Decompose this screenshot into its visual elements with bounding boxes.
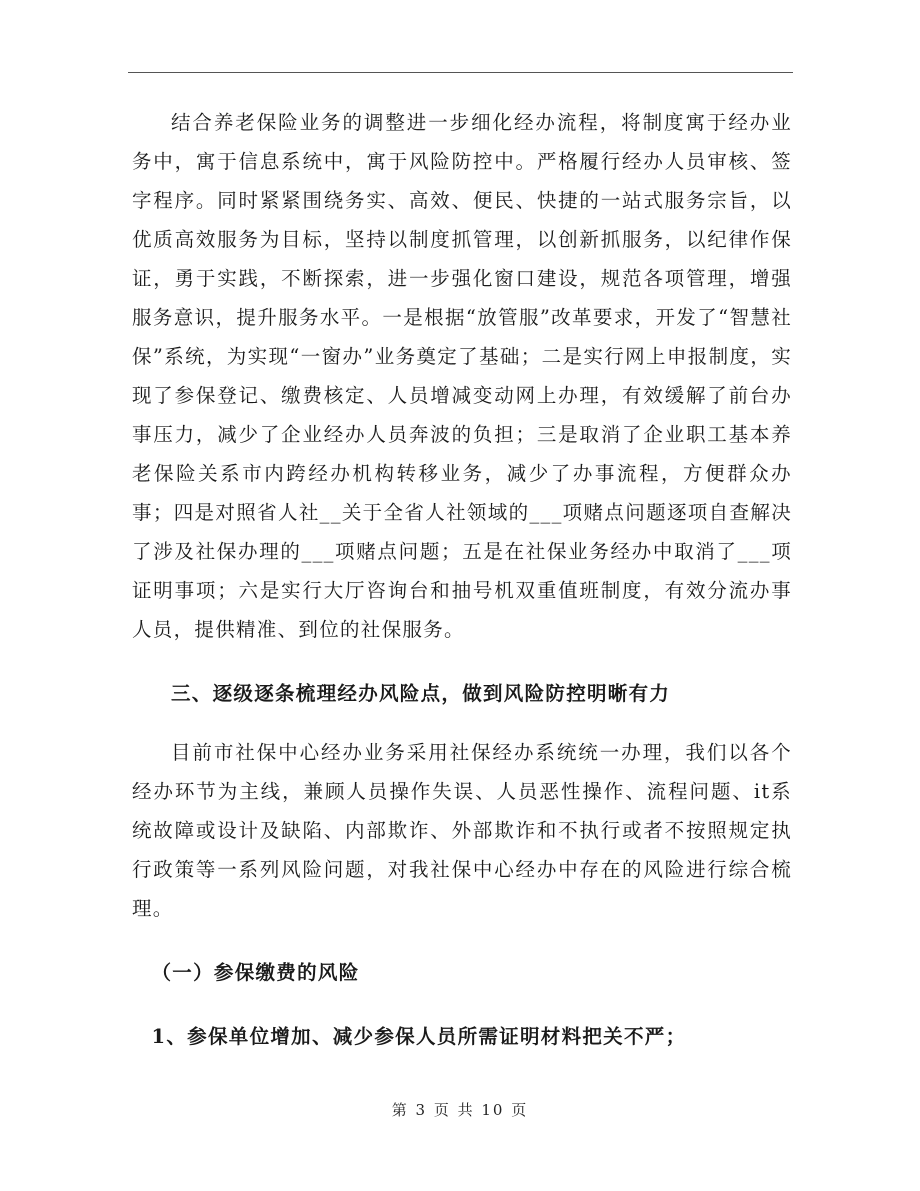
subsection-heading: （一）参保缴费的风险 xyxy=(151,961,360,984)
body-paragraph: 目前市社保中心经办业务采用社保经办系统统一办理，我们以各个经办环节为主线，兼顾人员操作失误、人员恶性操作、流程问题、it系统故障或设计及缺陷、内部欺诈、外部欺诈和不执行或者不按照规定执行政策等一系列风险问题，对我社保中心经办中存在的风险进行综合梳理。 xyxy=(132,741,792,920)
document-body xyxy=(132,103,792,1056)
list-item-heading: 1、参保单位增加、减少参保人员所需证明材料把关不严； xyxy=(151,1025,687,1048)
body-paragraph: 结合养老保险业务的调整进一步细化经办流程，将制度寓于经办业务中，寓于信息系统中，寓于风险防控中。严格履行经办人员审核、签字程序。同时紧紧围绕务实、高效、便民、快捷的一站式服务宗旨，以优质高效服务为目标，坚持以制度抓管理，以创新抓服务，以纪律作保证，勇于实践，不断探索，进一步强化窗口建设，规范各项管理，增强服务意识，提升服务水平。一是根据“放管服”改革要求，开发了“智慧社保”系统，为实现“一窗办”业务奠定了基础；二是实行网上申报制度，实现了参保登记、缴费核定、人员增减变动网上办理，有效缓解了前台办事压力，减少了企业经办人员奔波的负担；三是取消了企业职工基本养老保险关系市内跨经办机构转移业务，减少了办事流程，方便群众办事；四是对照省人社__关于全省人社领域的___项赌点问题逐项自查解决了涉及社保办理的___项赌点问题；五是在社保业务经办中取消了___项证明事项；六是实行大厅咨询台和抽号机双重值班制度，有效分流办事人员，提供精准、到位的社保服务。 xyxy=(132,111,792,641)
section-heading: 三、逐级逐条梳理经办风险点，做到风险防控明晰有力 xyxy=(171,682,671,705)
page-footer: 第 3 页 共 10 页 xyxy=(391,1101,529,1119)
header-rule xyxy=(128,72,793,73)
